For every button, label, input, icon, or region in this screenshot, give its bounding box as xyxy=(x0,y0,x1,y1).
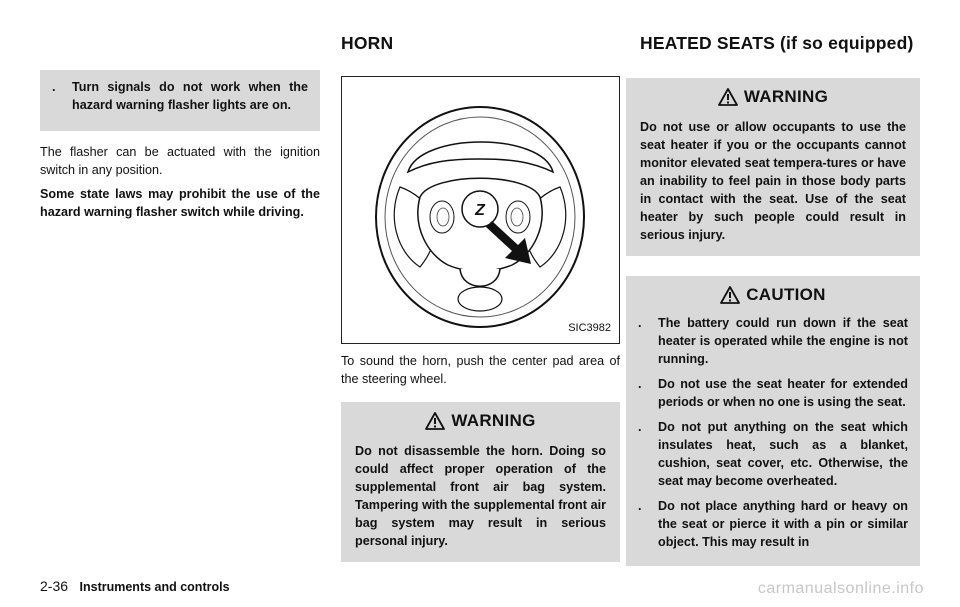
note-bullet xyxy=(52,78,308,114)
horn-warning-text: Do not disassemble the horn. Doing so could affect proper operation of the supplemental front air bag system. Tampering with the supplemental front air bag system may result in serious personal injury. xyxy=(355,444,606,548)
bullet-dot: . xyxy=(52,80,56,94)
horn-instruction: To sound the horn, push the center pad area of the steering wheel. xyxy=(341,354,620,386)
horn-column xyxy=(341,38,620,562)
state-law-paragraph: Some state laws may prohibit the use of the hazard warning flasher switch while driving. xyxy=(40,187,320,219)
caution-item-text: The battery could run down if the seat heater is operated while the engine is not running. xyxy=(658,316,908,366)
seat-caution-title: CAUTION xyxy=(746,285,826,304)
caution-item xyxy=(638,497,908,551)
heated-seats-heading: HEATED SEATS (if so equipped) xyxy=(640,33,914,53)
horn-warning-header xyxy=(341,402,620,438)
left-column xyxy=(40,38,320,227)
watermark: carmanualsonline.info xyxy=(757,580,924,597)
bullet-dot: . xyxy=(638,420,642,434)
horn-heading: HORN xyxy=(341,33,394,53)
caution-item-text: Do not use the seat heater for extended periods or when no one is using the seat. xyxy=(658,377,908,409)
caution-item-text: Do not put anything on the seat which insulates heat, such as a blanket, cushion, seat cover, etc. Otherwise, the seat may become overheated. xyxy=(658,420,908,488)
caution-icon xyxy=(720,286,740,304)
warning-icon xyxy=(425,412,445,430)
steering-wheel-figure xyxy=(341,76,620,344)
caution-item xyxy=(638,375,908,411)
caution-item xyxy=(638,314,908,368)
seat-caution-box xyxy=(626,276,920,566)
seat-warning-header xyxy=(626,78,920,114)
note-box xyxy=(40,70,320,131)
caution-item-text: Do not place anything hard or heavy on the seat or pierce it with a pin or similar object. This may result in xyxy=(658,499,908,549)
section-name: Instruments and controls xyxy=(79,580,230,594)
seat-warning-title: WARNING xyxy=(743,87,829,106)
seat-caution-header xyxy=(626,276,920,312)
warning-icon xyxy=(718,88,738,106)
caution-item xyxy=(638,418,908,490)
flasher-paragraph: The flasher can be actuated with the ignition switch in any position. xyxy=(40,145,320,177)
horn-warning-title: WARNING xyxy=(451,411,536,430)
seat-warning-box xyxy=(626,78,920,256)
bullet-dot: . xyxy=(638,377,642,391)
bullet-dot: . xyxy=(638,499,642,513)
seat-warning-text: Do not use or allow occupants to use the seat heater if you or the occupants cannot monitor elevated seat tempera-tures or have an inability to feel pain in those body parts in contact with the seat. Use of the seat heater by such people could result in serious injury. xyxy=(640,120,906,242)
horn-warning-box xyxy=(341,402,620,562)
caution-list xyxy=(626,312,920,551)
svg-text:Z: Z xyxy=(475,202,485,219)
bullet-dot: . xyxy=(638,316,642,330)
note-text: Turn signals do not work when the hazard warning flasher lights are on. xyxy=(72,80,308,112)
heated-seats-column xyxy=(626,38,920,566)
page-number: 2-36 xyxy=(40,578,69,594)
page-footer xyxy=(40,578,230,594)
steering-wheel-illustration xyxy=(342,77,619,343)
figure-caption: SIC3982 xyxy=(568,322,611,334)
